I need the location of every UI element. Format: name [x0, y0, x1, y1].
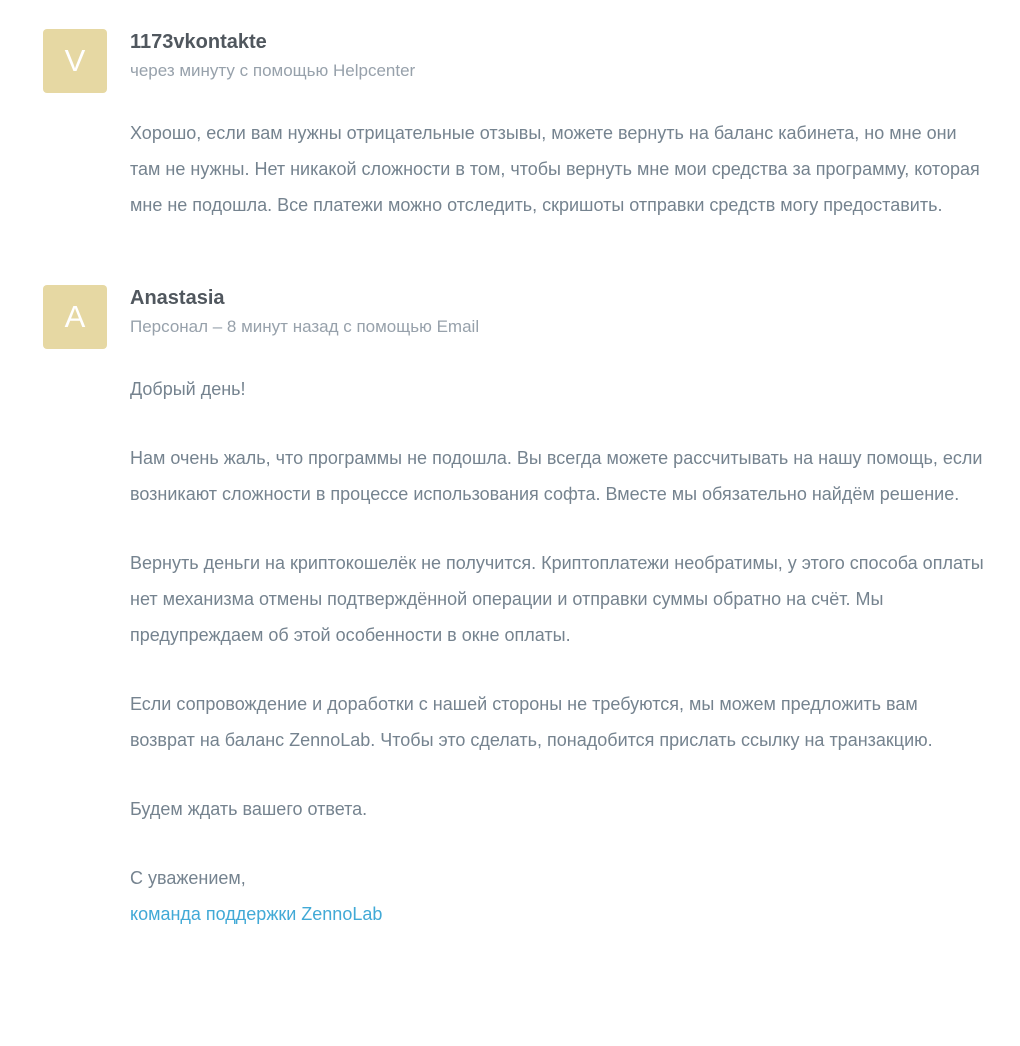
user-avatar: V	[43, 29, 107, 93]
comment-paragraph: Добрый день!	[130, 379, 246, 399]
comment-content	[130, 285, 985, 932]
comment-meta: через минуту с помощью Helpcenter	[130, 61, 416, 80]
comment-agent	[43, 285, 985, 932]
comment-body	[130, 115, 985, 223]
comment-header	[130, 29, 985, 81]
signature-closing: С уважением,	[130, 868, 246, 888]
comment-paragraph: Хорошо, если вам нужны отрицательные отзывы, можете вернуть на баланс кабинета, но мне они там не нужны. Нет никакой сложности в том, чтобы вернуть мне мои средства за программу, которая мне не подошла. Все платежи можно отследить, скришоты отправки средств могу предоставить.	[130, 123, 980, 215]
author-name: Anastasia	[130, 287, 225, 309]
author-name: 1173vkontakte	[130, 31, 267, 53]
comment-header	[130, 285, 985, 337]
comment-user	[43, 29, 985, 223]
comment-paragraph: Если сопровождение и доработки с нашей стороны не требуются, мы можем предложить вам возврат на баланс ZennoLab. Чтобы это сделать, понадобится прислать ссылку на транзакцию.	[130, 694, 933, 750]
comment-body	[130, 371, 985, 932]
comment-meta: Персонал – 8 минут назад с помощью Email	[130, 317, 480, 336]
comment-paragraph: Нам очень жаль, что программы не подошла. Вы всегда можете рассчитывать на нашу помощь, если возникают сложности в процессе использования софта. Вместе мы обязательно найдём решение.	[130, 448, 983, 504]
comment-paragraph: Вернуть деньги на криптокошелёк не получится. Криптоплатежи необратимы, у этого способа оплаты нет механизма отмены подтверждённой операции и отправки суммы обратно на счёт. Мы предупреждаем об этой особенности в окне оплаты.	[130, 553, 984, 645]
comment-paragraph: Будем ждать вашего ответа.	[130, 799, 368, 819]
agent-avatar: A	[43, 285, 107, 349]
comment-content	[130, 29, 985, 223]
zennolab-support-team-link[interactable]: команда поддержки ZennoLab	[130, 904, 383, 924]
signature	[130, 860, 985, 932]
